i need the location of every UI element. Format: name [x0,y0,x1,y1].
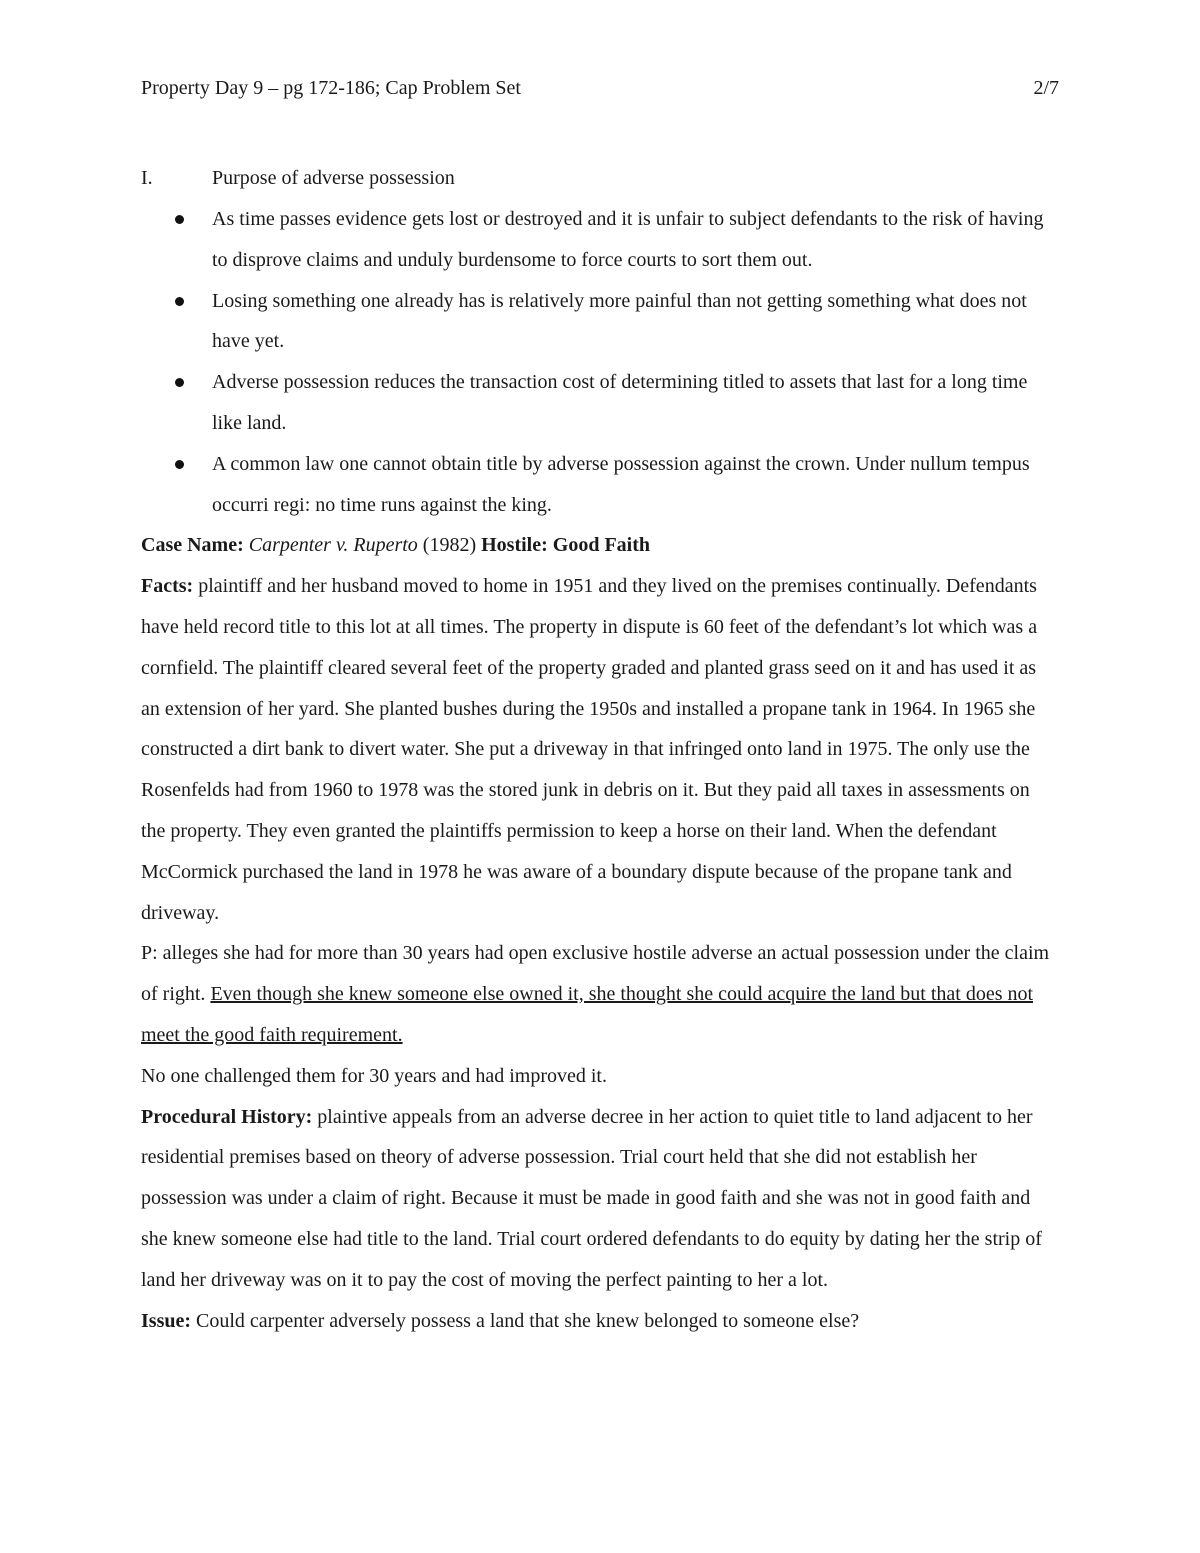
list-item [141,281,1059,363]
case-name-line [141,525,1059,566]
bullet-text: A common law one cannot obtain title by adverse possession against the crown. Under nullum tempus occurri regi: no time runs against the king. [212,452,1030,516]
section-number: I. [141,167,153,189]
list-item [141,444,1059,526]
bullet-icon [175,460,184,469]
bullet-text: Losing something one already has is relatively more painful than not getting something what does not have yet. [212,289,1027,353]
bullet-list [141,199,1059,525]
bullet-icon [175,215,184,224]
page-header [141,72,1059,104]
list-item [141,362,1059,444]
facts-label: Facts: [141,575,194,598]
issue-paragraph [141,1301,1059,1342]
list-item [141,199,1059,281]
plaintiff-paragraph [141,933,1059,1055]
procedural-history-label: Procedural History: [141,1105,313,1128]
case-year: (1982) [422,534,477,557]
facts-paragraph [141,566,1059,933]
section-title: Purpose of adverse possession [212,167,455,189]
case-name-label: Case Name: [141,534,244,557]
plaintiff-text: P: alleges she had for more than 30 years had open exclusive hostile adverse an actual possession under the claim of right. [141,942,1050,1006]
page-number: 2/7 [1033,77,1059,99]
case-topic: Hostile: Good Faith [481,534,651,557]
case-name: Carpenter v. Ruperto [248,534,418,557]
facts-text: plaintiff and her husband moved to home in 1951 and they lived on the premises continually. Defendants have held record title to this lot at all times. The property in dispute is 60 feet of the defendant’s lot which was a cornfield. The plaintiff cleared several feet of the property graded and planted grass seed on it and has used it as an extension of her yard. She planted bushes during the 1950s and installed a propane tank in 1964. In 1965 she constructed a dirt bank to divert water. She put a driveway in that infringed onto land in 1975. The only use the Rosenfelds had from 1960 to 1978 was the stored junk in debris on it. But they paid all taxes in assessments on the property. They even granted the plaintiffs permission to keep a horse on their land. When the defendant McCormick purchased the land in 1978 he was aware of a boundary dispute because of the propane tank and driveway. [141,575,1038,924]
section-heading [141,158,1059,199]
header-title: Property Day 9 – pg 172-186; Cap Problem Set [141,77,521,99]
issue-label: Issue: [141,1309,192,1332]
note-paragraph: No one challenged them for 30 years and had improved it. [141,1064,607,1087]
plaintiff-underlined-text: Even though she knew someone else owned it, she thought she could acquire the land but that does not meet the good faith requirement. [141,983,1034,1046]
bullet-text: Adverse possession reduces the transaction cost of determining titled to assets that last for a long time like land. [212,371,1028,434]
procedural-history-text: plaintive appeals from an adverse decree in her action to quiet title to land adjacent to her residential premises based on theory of adverse possession. Trial court held that she did not establish her possession was under a claim of right. Because it must be made in good faith and she was not in good faith and she knew someone else had title to the land. Trial court ordered defendants to do equity by dating her the strip of land her driveway was on it to pay the cost of moving the perfect painting to her a lot. [141,1105,1042,1291]
issue-text: Could carpenter adversely possess a land that she knew belonged to someone else? [196,1309,860,1332]
bullet-icon [175,378,184,387]
procedural-history-paragraph [141,1097,1059,1301]
bullet-icon [175,297,184,306]
bullet-text: As time passes evidence gets lost or destroyed and it is unfair to subject defendants to the risk of having to disprove claims and unduly burdensome to force courts to sort them out. [212,208,1044,271]
document-body [141,158,1059,1341]
